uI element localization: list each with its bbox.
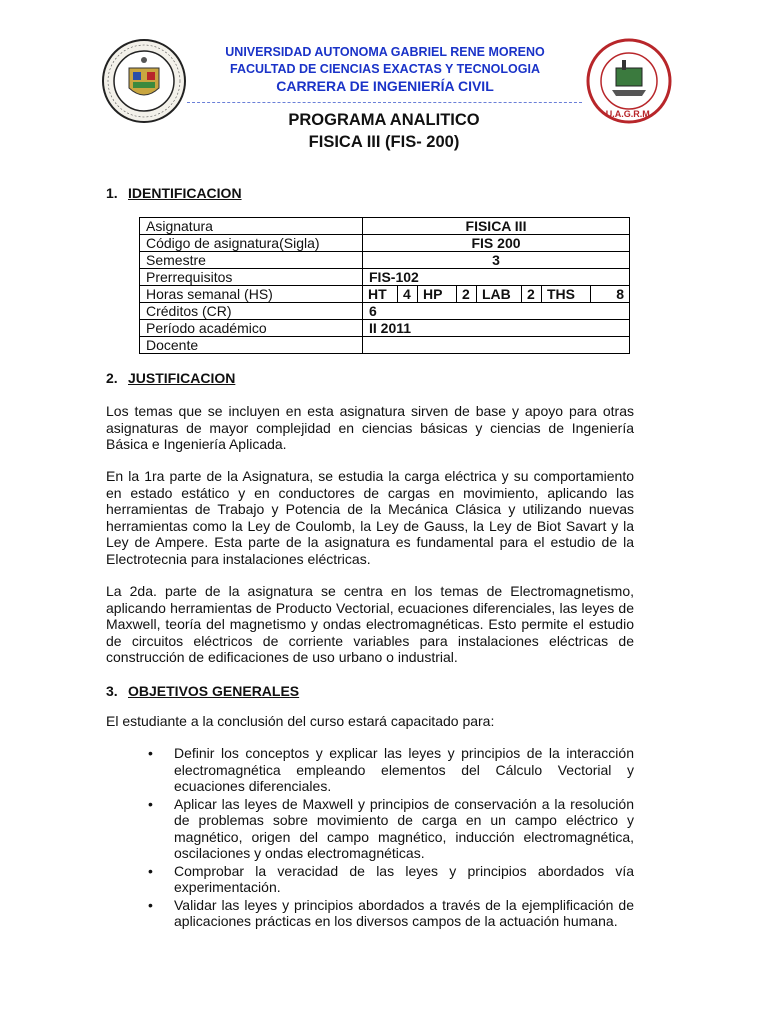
section-heading-objetivos xyxy=(106,683,299,699)
table-row xyxy=(140,303,630,320)
hours-ht-label: HT xyxy=(363,286,398,302)
list-item-text: Comprobar la veracidad de las leyes y principios abordados vía experimentación. xyxy=(174,862,634,895)
table-key: Créditos (CR) xyxy=(140,303,363,320)
table-row xyxy=(140,269,630,286)
justification-paragraph-3: La 2da. parte de la asignatura se centra en los temas de Electromagnetismo, aplicando herramientas de Producto Vectorial, ecuaciones diferenciales, las leyes de Maxwell, teoría del magnetismo y ondas electromagnéticas. Esto permite el estudio de circuitos eléctricos de corriente variables para instalaciones eléctricas de construcción de edificaciones de uso urbano o industrial. xyxy=(106,583,634,665)
section-label: JUSTIFICACION xyxy=(128,370,236,386)
table-value: 3 xyxy=(363,252,630,269)
table-row xyxy=(140,337,630,354)
table-key: Horas semanal (HS) xyxy=(140,286,363,303)
section-number: 1. xyxy=(106,185,118,201)
hours-hp-label: HP xyxy=(418,286,457,302)
table-value: 6 xyxy=(363,303,630,320)
faculty-name: FACULTAD DE CIENCIAS EXACTAS Y TECNOLOGIA xyxy=(230,62,540,76)
career-name: CARRERA DE INGENIERÍA CIVIL xyxy=(276,78,494,94)
table-row xyxy=(140,286,630,303)
table-key: Docente xyxy=(140,337,363,354)
list-item xyxy=(146,863,634,896)
bullet: • xyxy=(148,795,153,812)
justification-paragraph-1: Los temas que se incluyen en esta asignatura sirven de base y apoyo para otras asignaturas de mayor complejidad en ciencias básicas y ciencias de Ingeniería Básica e Ingeniería Aplicada. xyxy=(106,403,634,452)
table-row xyxy=(140,235,630,252)
hours-lab-label: LAB xyxy=(477,286,522,302)
bullet: • xyxy=(148,862,153,879)
table-row xyxy=(140,320,630,337)
table-value: II 2011 xyxy=(363,320,630,337)
hours-hp-value: 2 xyxy=(457,286,477,302)
justification-paragraph-2: En la 1ra parte de la Asignatura, se estudia la carga eléctrica y su comportamiento en estado estático y en conductores de cargas en movimiento, aplicando las herramientas de Trabajo y Potencia de la Mecánica Clásica y utilizando nuevas herramientas como la Ley de Coulomb, la Ley de Gauss, la Ley de Biot Savart y la Ley de Ampere. Esta parte de la asignatura es fundamental para el estudio de la Electrotecnia para instalaciones eléctricas. xyxy=(106,468,634,567)
list-item-text: Definir los conceptos y explicar las leyes y principios de la interacción electromagnética empleando elementos del Cálculo Vectorial y ecuaciones diferenciales. xyxy=(174,745,634,794)
section-label: IDENTIFICACION xyxy=(128,185,242,201)
list-item xyxy=(146,796,634,862)
document-title: PROGRAMA ANALITICO xyxy=(288,111,480,129)
table-key: Código de asignatura(Sigla) xyxy=(140,235,363,252)
seal-abbr-text: U.A.G.R.M. xyxy=(605,109,653,119)
table-value xyxy=(363,337,630,354)
objectives-list xyxy=(146,745,634,931)
section-label: OBJETIVOS GENERALES xyxy=(128,683,300,699)
table-key: Semestre xyxy=(140,252,363,269)
section-heading-identificacion xyxy=(106,185,242,201)
section-number: 3. xyxy=(106,683,118,699)
list-item-text: Aplicar las leyes de Maxwell y principios de conservación a la resolución de problemas sobre movimiento de carga en un campo eléctrico y magnético, origen del campo magnético, inducción electromagnética, oscilaciones y ondas electromagnéticas. xyxy=(174,795,634,861)
header-divider xyxy=(187,102,582,103)
section-heading-justificacion xyxy=(106,370,235,386)
table-value: FIS-102 xyxy=(363,269,630,286)
bullet: • xyxy=(148,745,153,761)
hours-ht-value: 4 xyxy=(398,286,418,302)
hours-ths-value: 8 xyxy=(616,286,624,302)
table-key: Asignatura xyxy=(140,218,363,235)
hours-cell xyxy=(363,286,630,303)
identification-table xyxy=(139,217,630,354)
table-row xyxy=(140,252,630,269)
document-subtitle: FISICA III (FIS- 200) xyxy=(308,133,460,151)
table-value: FIS 200 xyxy=(363,235,630,252)
hours-lab-value: 2 xyxy=(522,286,542,302)
objectives-intro: El estudiante a la conclusión del curso estará capacitado para: xyxy=(106,713,495,729)
table-value: FISICA III xyxy=(363,218,630,235)
table-key: Prerrequisitos xyxy=(140,269,363,286)
list-item-text: Validar las leyes y principios abordados a través de la ejemplificación de aplicaciones prácticas en los diversos campos de la actuación humana. xyxy=(174,896,634,929)
hours-ths-label: THS xyxy=(542,286,591,302)
list-item xyxy=(146,745,634,795)
list-item xyxy=(146,897,634,930)
section-number: 2. xyxy=(106,370,118,386)
hours-breakdown xyxy=(363,286,629,302)
table-key: Período académico xyxy=(140,320,363,337)
university-name: UNIVERSIDAD AUTONOMA GABRIEL RENE MORENO xyxy=(225,45,545,59)
bullet: • xyxy=(148,896,153,913)
table-row xyxy=(140,218,630,235)
